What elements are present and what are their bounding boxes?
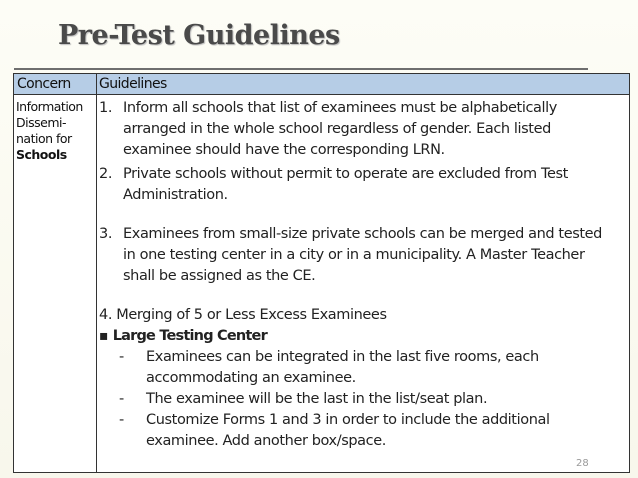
guideline-item-2	[99, 164, 629, 206]
dash-icon: -	[119, 412, 124, 428]
dash-line: Examinees can be integrated in the last five rooms, each	[146, 349, 539, 365]
subheading-large-testing-center	[99, 326, 629, 347]
square-bullet-icon: ▪	[99, 328, 108, 344]
concern-line: Dissemi-	[16, 115, 66, 130]
slide-title: Pre-Test Guidelines	[58, 20, 340, 51]
header-concern: Concern	[17, 76, 71, 92]
column-divider	[96, 74, 97, 472]
dash-line: Customize Forms 1 and 3 in order to include the additional	[146, 412, 550, 428]
concern-line: nation for	[16, 131, 72, 146]
guidelines-cell	[99, 98, 629, 452]
guideline-item-1	[99, 98, 629, 161]
concern-line: Schools	[16, 147, 67, 162]
dash-icon: -	[119, 391, 124, 407]
dash-line: The examinee will be the last in the list/seat plan.	[146, 391, 488, 407]
dash-icon: -	[119, 349, 124, 365]
dash-item-1	[119, 347, 629, 389]
guideline-item-4: 4. Merging of 5 or Less Excess Examinees	[99, 307, 387, 323]
item-line: shall be assigned as the CE.	[123, 268, 316, 284]
guidelines-table	[13, 73, 630, 473]
header-guidelines: Guidelines	[99, 76, 167, 92]
concern-cell	[16, 99, 96, 163]
item-line: Inform all schools that list of examinees must be alphabetically	[123, 100, 557, 116]
title-divider	[14, 68, 588, 70]
concern-line: Information	[16, 99, 83, 114]
dash-line: accommodating an examinee.	[146, 370, 356, 386]
item-line: examinee should have the corresponding LRN.	[123, 142, 445, 158]
item-number: 3.	[99, 226, 113, 242]
item-line: arranged in the whole school regardless of gender. Each listed	[123, 121, 551, 137]
item-line: Private schools without permit to operate are excluded from Test	[123, 166, 568, 182]
item-number: 2.	[99, 166, 113, 182]
subheading-text: Large Testing Center	[112, 328, 267, 344]
dash-item-2	[119, 389, 629, 410]
item-number: 1.	[99, 100, 113, 116]
dash-line: examinee. Add another box/space.	[146, 433, 386, 449]
item-line: Administration.	[123, 187, 228, 203]
table-header-row	[14, 74, 629, 95]
page-number: 28	[576, 458, 589, 469]
guideline-item-3	[99, 224, 629, 287]
dash-item-3	[119, 410, 629, 452]
item-line: Examinees from small-size private schools can be merged and tested	[123, 226, 602, 242]
item-line: in one testing center in a city or in a municipality. A Master Teacher	[123, 247, 585, 263]
